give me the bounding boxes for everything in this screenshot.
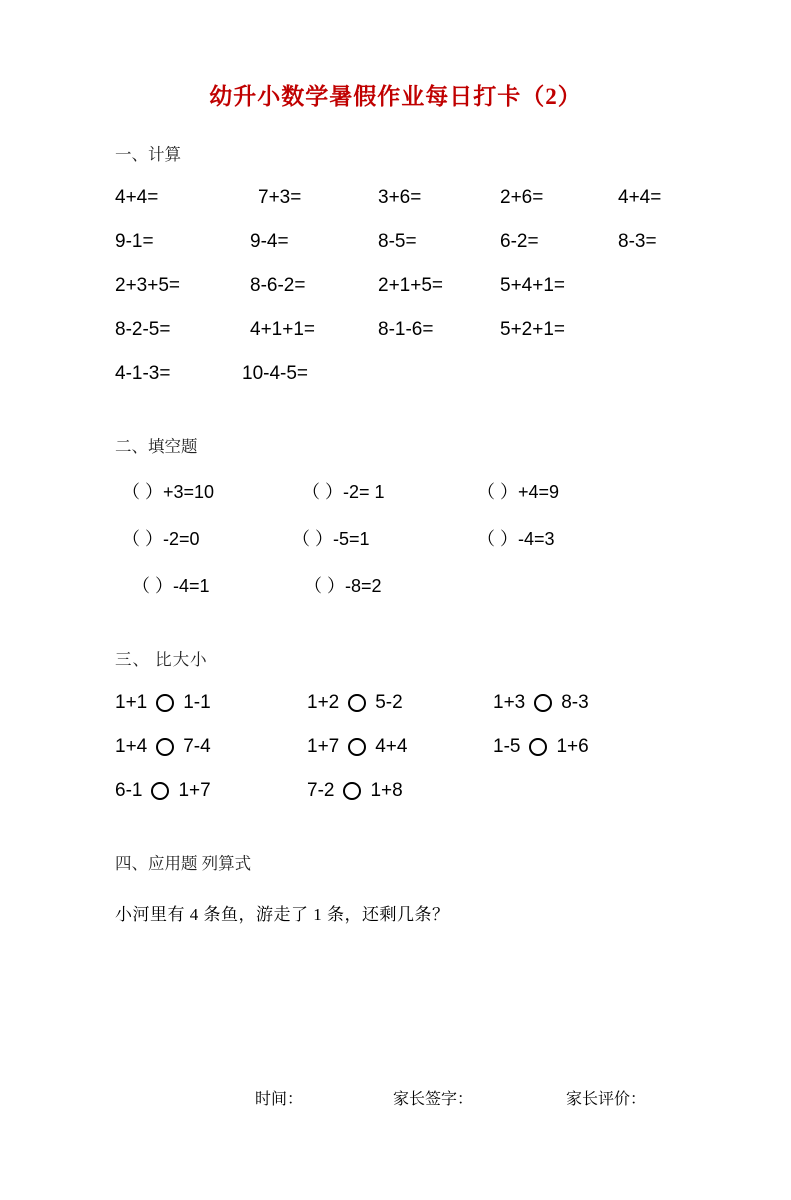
calc-item: 4+4=: [115, 187, 159, 208]
compare-item: [493, 736, 589, 758]
fill-item: （ ）-4=3: [477, 529, 555, 549]
footer: [0, 1086, 791, 1109]
parent-signature-label: 家长签字：: [393, 1091, 474, 1108]
circle-icon[interactable]: [151, 782, 169, 800]
circle-icon[interactable]: [156, 738, 174, 756]
parent-evaluation-label: 家长评价：: [566, 1091, 647, 1108]
compare-row: [115, 736, 731, 758]
fill-item: （ ）-5=1: [292, 529, 370, 549]
compare-left: 1+4: [115, 736, 148, 757]
fill-row: [122, 478, 731, 504]
word-problem-text: 小河里有 4 条鱼，游走了 1 条，还剩几条？: [115, 905, 450, 924]
circle-icon[interactable]: [348, 694, 366, 712]
compare-item: [307, 736, 493, 758]
fill-item: （ ）+3=10: [122, 482, 215, 502]
circle-icon[interactable]: [343, 782, 361, 800]
calc-item: 4+4=: [618, 187, 662, 208]
calc-item: 3+6=: [378, 187, 422, 208]
calc-item: 5+2+1=: [500, 319, 565, 340]
circle-icon[interactable]: [534, 694, 552, 712]
compare-left: 1+7: [307, 736, 340, 757]
page-title: 幼升小数学暑假作业每日打卡（2）: [209, 84, 582, 109]
compare-left: 1+1: [115, 692, 148, 713]
compare-right: 1+8: [370, 780, 403, 801]
compare-left: 6-1: [115, 780, 143, 801]
calc-item: 2+1+5=: [378, 275, 443, 296]
fill-row: [122, 525, 731, 551]
section-heading-fill-in-blank: 二、填空题: [115, 437, 198, 456]
calc-item: 7+3=: [258, 187, 302, 208]
section-heading-calculation: 一、计算: [115, 145, 181, 164]
calc-item: 4-1-3=: [115, 363, 171, 384]
fill-item: （ ）-2= 1: [302, 482, 385, 502]
fill-item: （ ）-2=0: [122, 529, 200, 549]
compare-right: 1-1: [183, 692, 211, 713]
compare-right: 5-2: [375, 692, 403, 713]
calc-row: [115, 319, 731, 341]
calc-item: 10-4-5=: [242, 363, 309, 384]
calc-item: 8-6-2=: [250, 275, 306, 296]
compare-left: 1+3: [493, 692, 526, 713]
calc-item: 8-1-6=: [378, 319, 434, 340]
compare-left: 7-2: [307, 780, 335, 801]
calc-item: 8-2-5=: [115, 319, 171, 340]
calc-item: 8-5=: [378, 231, 417, 252]
compare-item: [307, 780, 493, 802]
circle-icon[interactable]: [529, 738, 547, 756]
calc-row: [115, 187, 731, 209]
fill-item: （ ）-4=1: [132, 576, 210, 596]
fill-item: （ ）-8=2: [304, 576, 382, 596]
circle-icon[interactable]: [156, 694, 174, 712]
compare-item: [115, 780, 307, 802]
section-heading-compare: 三、 比大小: [115, 650, 208, 669]
calc-item: 9-1=: [115, 231, 154, 252]
fill-row: [132, 572, 731, 598]
calc-row: [115, 275, 731, 297]
compare-right: 4+4: [375, 736, 408, 757]
calc-row: [115, 231, 731, 253]
compare-right: 8-3: [561, 692, 589, 713]
compare-row: [115, 780, 731, 802]
compare-right: 1+6: [556, 736, 589, 757]
worksheet-page: [0, 78, 791, 1200]
compare-item: [307, 692, 493, 714]
compare-item: [493, 692, 589, 714]
calc-item: 5+4+1=: [500, 275, 565, 296]
calc-item: 6-2=: [500, 231, 539, 252]
calc-item: 2+3+5=: [115, 275, 180, 296]
calc-item: 9-4=: [250, 231, 289, 252]
compare-item: [115, 736, 307, 758]
calc-row: [115, 363, 731, 385]
fill-item: （ ）+4=9: [477, 482, 560, 502]
compare-right: 7-4: [183, 736, 211, 757]
circle-icon[interactable]: [348, 738, 366, 756]
compare-item: [115, 692, 307, 714]
calc-item: 4+1+1=: [250, 319, 315, 340]
compare-left: 1-5: [493, 736, 521, 757]
calc-item: 8-3=: [618, 231, 657, 252]
compare-row: [115, 692, 731, 714]
section-heading-word-problem: 四、应用题 列算式: [115, 854, 252, 873]
compare-right: 1+7: [178, 780, 211, 801]
calc-item: 2+6=: [500, 187, 544, 208]
time-label: 时间：: [255, 1091, 304, 1108]
compare-left: 1+2: [307, 692, 340, 713]
